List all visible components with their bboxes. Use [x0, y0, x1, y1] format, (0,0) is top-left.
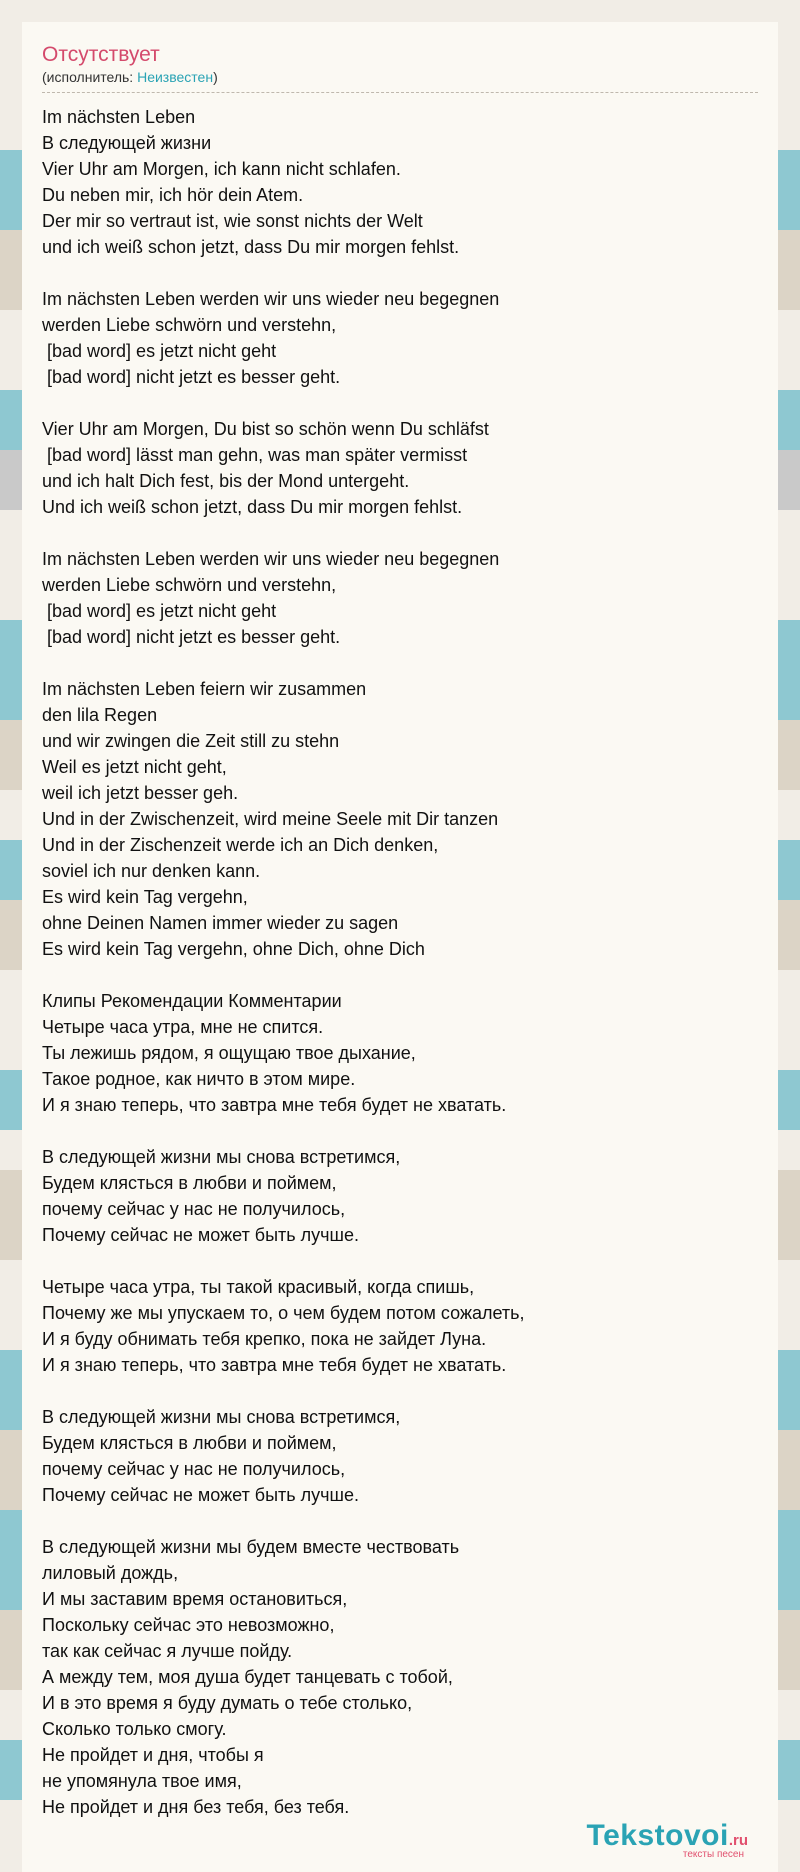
lyric-line: почему сейчас у нас не получилось,	[42, 1199, 346, 1219]
lyric-line: [bad word] lässt man gehn, was man später vermisst	[42, 445, 468, 465]
lyric-line: [bad word] nicht jetzt es besser geht.	[42, 627, 341, 647]
lyric-line: В следующей жизни мы будем вместе чествовать	[42, 1537, 460, 1557]
lyric-line: Es wird kein Tag vergehn, ohne Dich, ohne Dich	[42, 939, 425, 959]
lyric-line	[42, 1508, 758, 1534]
lyric-line: Weil es jetzt nicht geht,	[42, 757, 227, 777]
lyric-line: [bad word] nicht jetzt es besser geht.	[42, 367, 341, 387]
lyric-line: В следующей жизни мы снова встретимся,	[42, 1147, 401, 1167]
lyrics-card	[22, 22, 778, 1872]
lyric-line: Клипы Рекомендации Комментарии	[42, 991, 342, 1011]
artist-line	[42, 68, 758, 86]
lyric-line: В следующей жизни	[42, 133, 212, 153]
lyric-line: [bad word] es jetzt nicht geht	[42, 341, 277, 361]
lyric-line: Четыре часа утра, мне не спится.	[42, 1017, 324, 1037]
artist-suffix: )	[213, 69, 218, 85]
lyric-line	[42, 260, 758, 286]
lyric-line	[42, 650, 758, 676]
lyric-line: soviel ich nur denken kann.	[42, 861, 261, 881]
lyric-line: не упомянула твое имя,	[42, 1771, 242, 1791]
lyric-line: Vier Uhr am Morgen, Du bist so schön wenn Du schläfst	[42, 419, 489, 439]
lyric-line: почему сейчас у нас не получилось,	[42, 1459, 346, 1479]
lyric-line: Будем клясться в любви и поймем,	[42, 1173, 337, 1193]
logo-tld: .ru	[728, 1832, 748, 1849]
lyric-line	[42, 1378, 758, 1404]
site-logo[interactable]	[587, 1819, 748, 1860]
lyric-line: так как сейчас я лучше пойду.	[42, 1641, 293, 1661]
lyric-line: ohne Deinen Namen immer wieder zu sagen	[42, 913, 399, 933]
lyric-line: und ich halt Dich fest, bis der Mond untergeht.	[42, 471, 410, 491]
lyric-line: И мы заставим время остановиться,	[42, 1589, 348, 1609]
lyric-line: und ich weiß schon jetzt, dass Du mir morgen fehlst.	[42, 237, 460, 257]
lyric-line: und wir zwingen die Zeit still zu stehn	[42, 731, 340, 751]
artist-link[interactable]: Неизвестен	[137, 69, 214, 85]
lyric-line: weil ich jetzt besser geh.	[42, 783, 239, 803]
lyric-line	[42, 1248, 758, 1274]
lyric-line	[42, 962, 758, 988]
lyric-line: Почему же мы упускаем то, о чем будем потом сожалеть,	[42, 1303, 525, 1323]
lyric-line: Es wird kein Tag vergehn,	[42, 887, 248, 907]
lyric-line: Im nächsten Leben werden wir uns wieder neu begegnen	[42, 549, 500, 569]
lyric-line: Und ich weiß schon jetzt, dass Du mir morgen fehlst.	[42, 497, 463, 517]
lyric-line: Будем клясться в любви и поймем,	[42, 1433, 337, 1453]
lyric-line: Не пройдет и дня, чтобы я	[42, 1745, 264, 1765]
lyric-line: Поскольку сейчас это невозможно,	[42, 1615, 335, 1635]
lyric-line	[42, 1118, 758, 1144]
lyric-line: Такое родное, как ничто в этом мире.	[42, 1069, 356, 1089]
lyric-line: И я знаю теперь, что завтра мне тебя будет не хватать.	[42, 1095, 507, 1115]
lyric-line: Und in der Zischenzeit werde ich an Dich denken,	[42, 835, 439, 855]
song-title: Отсутствует	[42, 43, 160, 66]
lyric-line: Почему сейчас не может быть лучше.	[42, 1225, 360, 1245]
lyric-line: Не пройдет и дня без тебя, без тебя.	[42, 1797, 350, 1817]
song-header	[42, 42, 758, 86]
lyric-line: Ты лежишь рядом, я ощущаю твое дыхание,	[42, 1043, 416, 1063]
lyric-line: В следующей жизни мы снова встретимся,	[42, 1407, 401, 1427]
header-divider	[42, 92, 758, 93]
lyric-line: [bad word] es jetzt nicht geht	[42, 601, 277, 621]
lyric-line: Почему сейчас не может быть лучше.	[42, 1485, 360, 1505]
lyric-line	[42, 390, 758, 416]
lyric-line: И я буду обнимать тебя крепко, пока не зайдет Луна.	[42, 1329, 487, 1349]
lyric-line: werden Liebe schwörn und verstehn,	[42, 315, 337, 335]
lyric-line: werden Liebe schwörn und verstehn,	[42, 575, 337, 595]
lyric-line: Im nächsten Leben	[42, 107, 196, 127]
lyric-line: А между тем, моя душа будет танцевать с тобой,	[42, 1667, 453, 1687]
lyric-line: Im nächsten Leben feiern wir zusammen	[42, 679, 367, 699]
logo-subtitle: тексты песен	[682, 1849, 744, 1860]
lyric-line: Четыре часа утра, ты такой красивый, когда спишь,	[42, 1277, 475, 1297]
lyric-line: Сколько только смогу.	[42, 1719, 227, 1739]
artist-prefix: (исполнитель:	[42, 69, 138, 85]
lyric-line	[42, 520, 758, 546]
logo-main-text: Tekstovoi	[586, 1819, 729, 1852]
lyric-line: Der mir so vertraut ist, wie sonst nichts der Welt	[42, 211, 423, 231]
lyric-line: Du neben mir, ich hör dein Atem.	[42, 185, 304, 205]
lyric-line: Und in der Zwischenzeit, wird meine Seele mit Dir tanzen	[42, 809, 499, 829]
lyric-line: den lila Regen	[42, 705, 158, 725]
lyric-line: Im nächsten Leben werden wir uns wieder neu begegnen	[42, 289, 500, 309]
lyric-line: И в это время я буду думать о тебе столько,	[42, 1693, 413, 1713]
lyrics-text	[42, 104, 758, 1820]
lyric-line: Vier Uhr am Morgen, ich kann nicht schlafen.	[42, 159, 401, 179]
lyric-line: лиловый дождь,	[42, 1563, 179, 1583]
lyric-line: И я знаю теперь, что завтра мне тебя будет не хватать.	[42, 1355, 507, 1375]
